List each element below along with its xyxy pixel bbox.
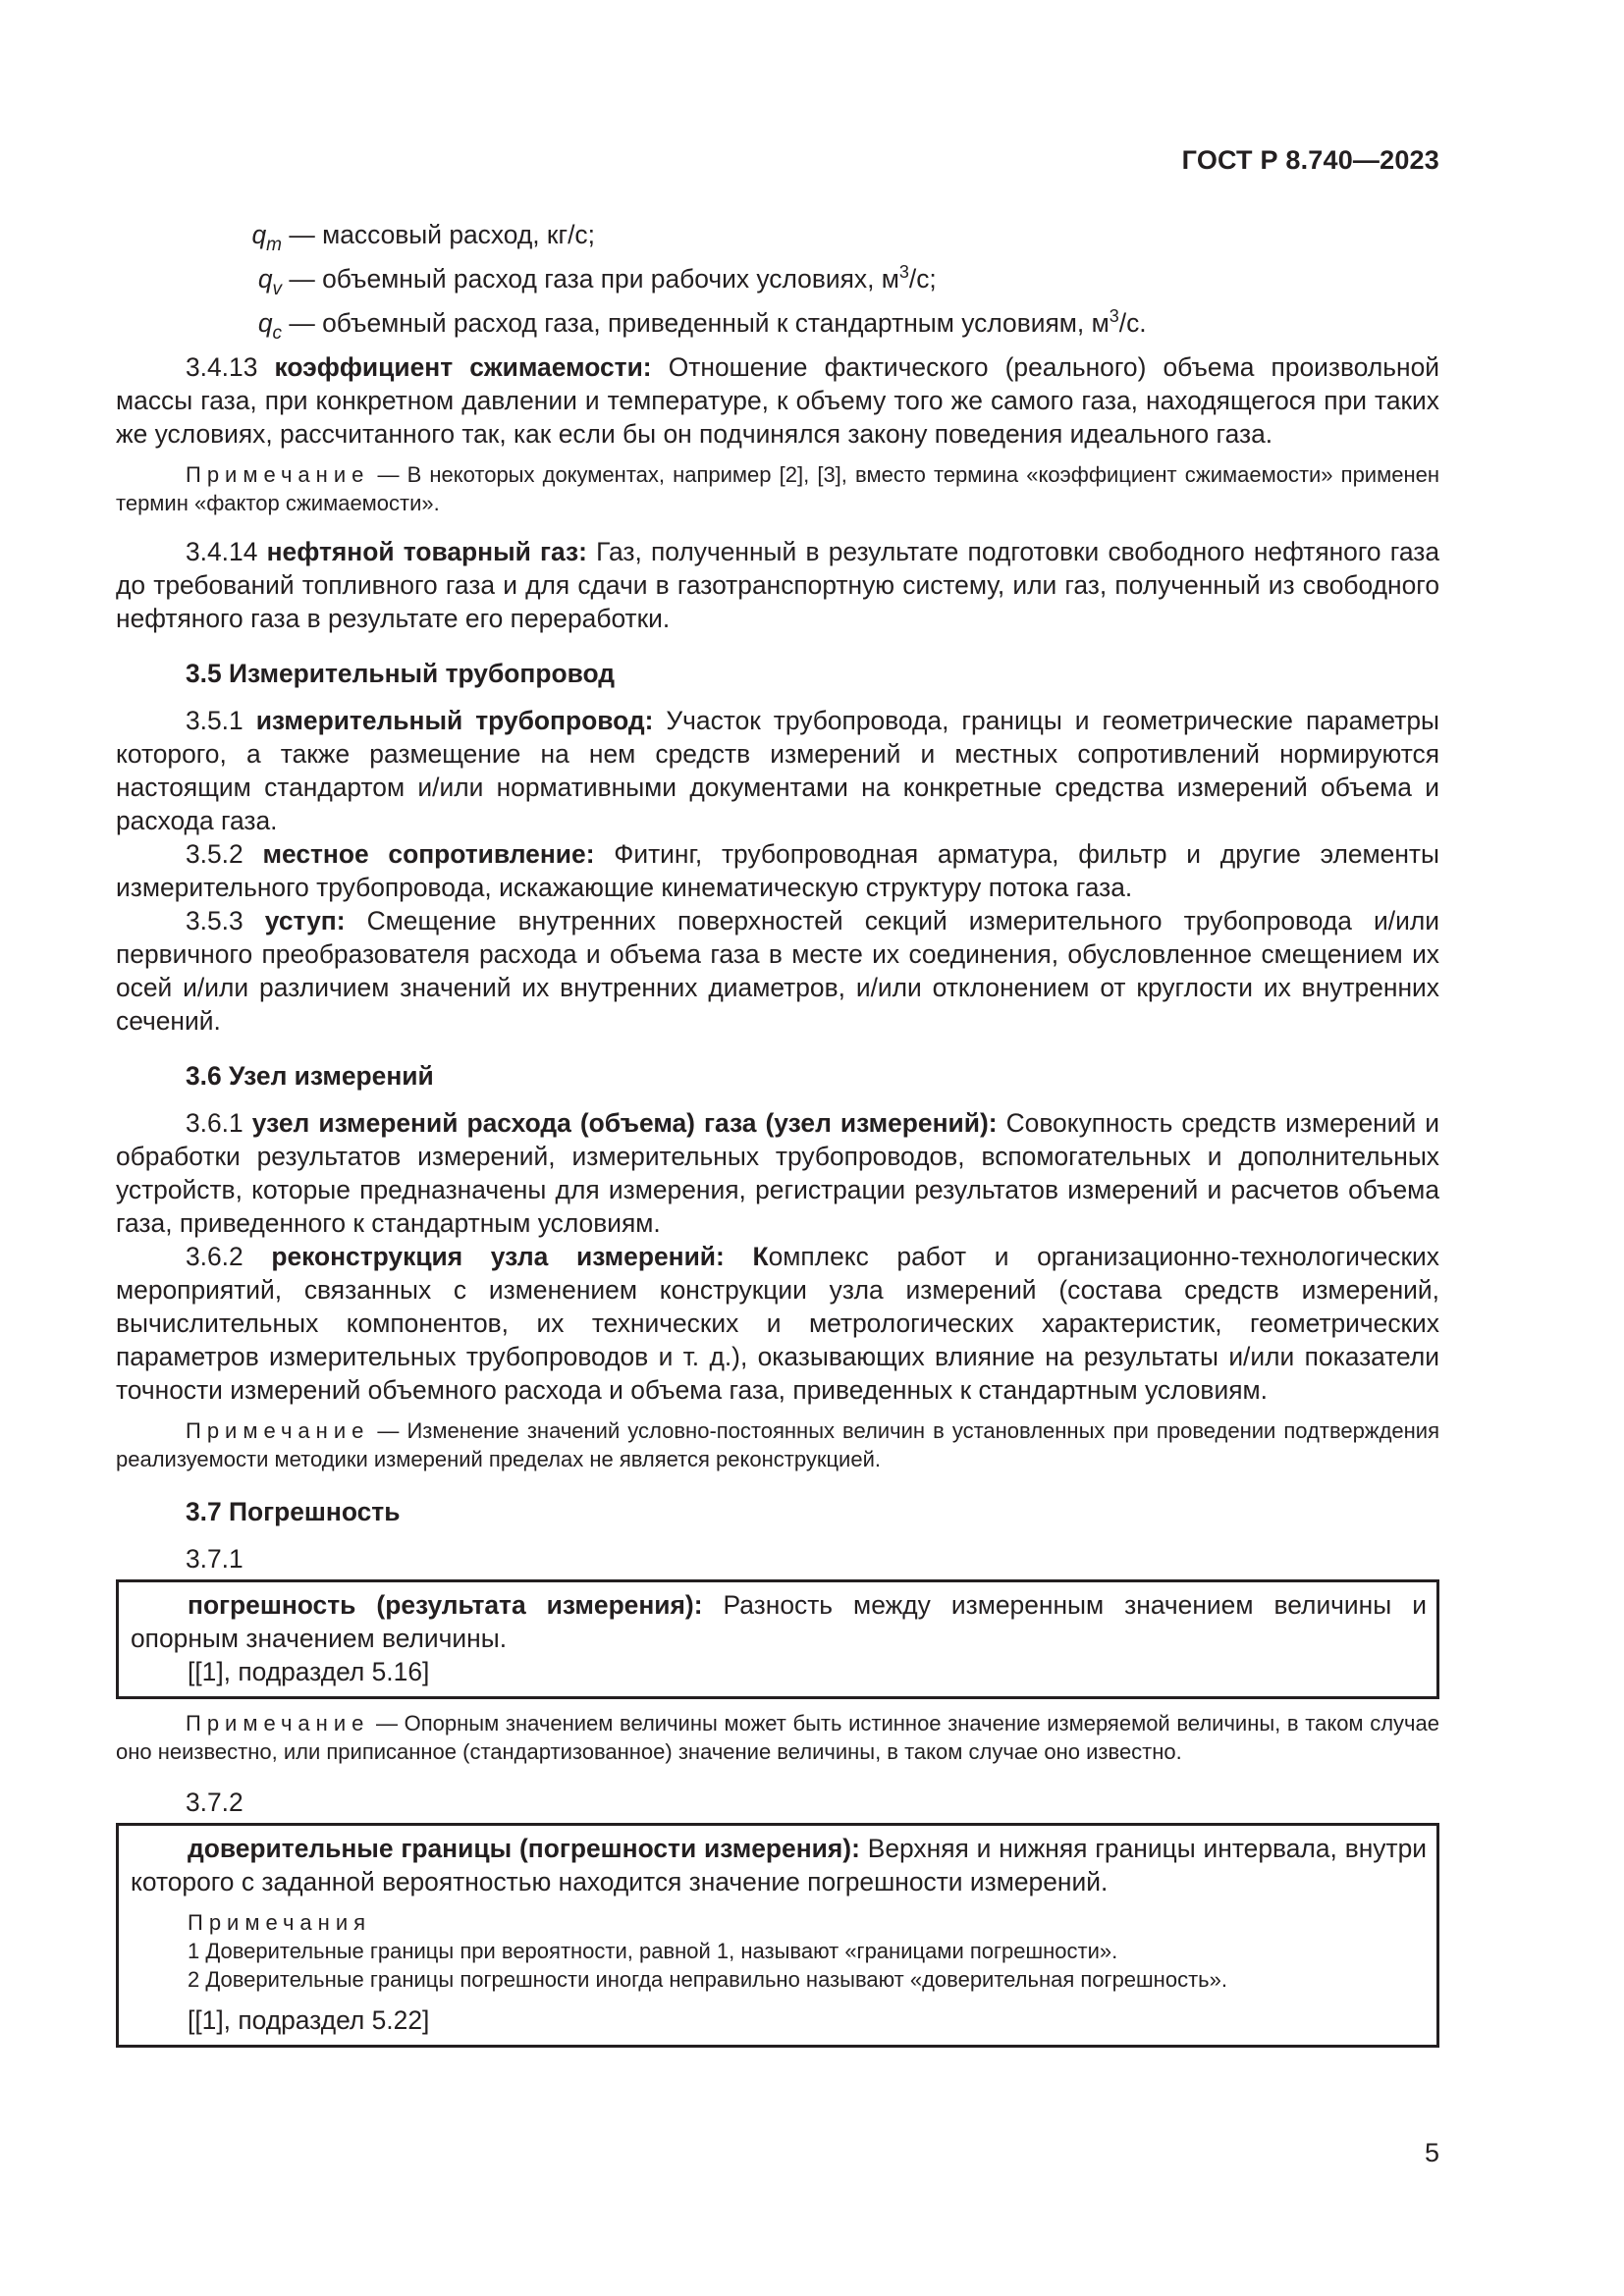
definition-3-5-1: 3.5.1 измерительный трубопровод: Участок трубопровода, границы и геометрические параметры которого, а также размещение на нем средств измерений и местных сопротивлений нормируются настоящим стандартом и/или нормативными документами на конкретные средства измерений объема и расхода газа. bbox=[116, 706, 1439, 835]
symbol-line-qc: $q_с$ — объемный расход газа, приведенный к стандартным условиям, $м^3/с$. bbox=[257, 306, 1147, 344]
definition-3-6-1: 3.6.1 узел измерений расхода (объема) газа (узел измерений): Совокупность средств измерений и обработки результатов измерений, измерительных трубопроводов, вспомогательных и дополнительных устройств, которые предназначены для измерения, регистрации результатов измерений и расчетов объема газа, приведенного к стандартным условиям. bbox=[116, 1108, 1439, 1238]
note-item-2: 2 Доверительные границы погрешности иногда неправильно называют «доверительная погрешность». bbox=[188, 1967, 1227, 1992]
definition-3-7-2: доверительные границы (погрешности измерения): Верхняя и нижняя границы интервала, внутри которого с заданной вероятностью находится значение погрешности измерений. bbox=[131, 1834, 1428, 1896]
note-3-4-13: Примечание — В некоторых документах, например [2], [3], вместо термина «коэффициент сжимаемости» применен термин «фактор сжимаемости». bbox=[116, 462, 1439, 515]
notes-label-3-7-2: Примечания bbox=[188, 1910, 372, 1935]
definition-3-6-2: 3.6.2 реконструкция узла измерений: Комплекс работ и организационно-технологических мероприятий, связанных с изменением конструкции узла измерений (состава средств измерений, вычислительных компонентов, их технических и метрологических характеристик, геометрических параметров измерительных трубопроводов и т. д.), оказывающих влияние на результаты и/или показатели точности измерений объемного расхода и объема газа, приведенных к стандартным условиям. bbox=[116, 1242, 1439, 1405]
definition-box-3-7-1 bbox=[116, 1579, 1439, 1699]
section-heading-3-6: 3.6 Узел измерений bbox=[186, 1061, 434, 1091]
reference-3-7-2: [[1], подраздел 5.22] bbox=[188, 2005, 430, 2035]
definition-3-4-14: 3.4.14 нефтяной товарный газ: Газ, полученный в результате подготовки свободного нефтяного газа до требований топливного газа и для сдачи в газотранспортную систему, или газ, полученный из свободного нефтяного газа в результате его переработки. bbox=[116, 537, 1439, 633]
item-number-3-7-2: 3.7.2 bbox=[186, 1788, 244, 1817]
reference-3-7-1: [[1], подраздел 5.16] bbox=[188, 1657, 430, 1686]
definition-3-7-1: погрешность (результата измерения): Разность между измеренным значением величины и опорным значением величины. bbox=[131, 1590, 1427, 1653]
document-body bbox=[116, 218, 1439, 2048]
document-code: ГОСТ Р 8.740—2023 bbox=[1181, 145, 1439, 175]
section-heading-3-7: 3.7 Погрешность bbox=[186, 1497, 401, 1526]
definition-3-4-13: 3.4.13 коэффициент сжимаемости: Отношение фактического (реального) объема произвольной массы газа, при конкретном давлении и температуре, к объему того же самого газа, находящегося при таких же условиях, рассчитанного так, как если бы он подчинялся закону поведения идеального газа. bbox=[116, 352, 1439, 449]
definition-box-3-7-2 bbox=[116, 1823, 1439, 2048]
definition-3-5-2: 3.5.2 местное сопротивление: Фитинг, трубопроводная арматура, фильтр и другие элементы измерительного трубопровода, искажающие кинематическую структуру потока газа. bbox=[116, 839, 1439, 902]
symbol-line-qv: $q_v$ — объемный расход газа при рабочих условиях, $м^3/с$; bbox=[257, 262, 937, 299]
definition-3-5-3: 3.5.3 уступ: Смещение внутренних поверхностей секций измерительного трубопровода и/или первичного преобразователя расхода и объема газа в месте их соединения, обусловленное смещением их осей и/или различием значений их внутренних диаметров, и/или отклонением от круглости их внутренних сечений. bbox=[116, 906, 1439, 1036]
note-3-7-1: Примечание — Опорным значением величины может быть истинное значение измеряемой величины, в таком случае оно неизвестно, или приписанное (стандартизованное) значение величины, в таком случае оно известно. bbox=[116, 1711, 1439, 1764]
note-3-6: Примечание — Изменение значений условно-постоянных величин в установленных при проведении подтверждения реализуемости методики измерений пределах не является реконструкцией. bbox=[116, 1418, 1439, 1471]
section-heading-3-5: 3.5 Измерительный трубопровод bbox=[186, 659, 615, 688]
note-item-1: 1 Доверительные границы при вероятности, равной 1, называют «границами погрешности». bbox=[188, 1939, 1118, 1963]
symbol-line-qm: $q_m$ — массовый расход, кг/с; bbox=[251, 220, 595, 255]
item-number-3-7-1: 3.7.1 bbox=[186, 1544, 244, 1574]
page-number: 5 bbox=[1424, 2138, 1439, 2167]
